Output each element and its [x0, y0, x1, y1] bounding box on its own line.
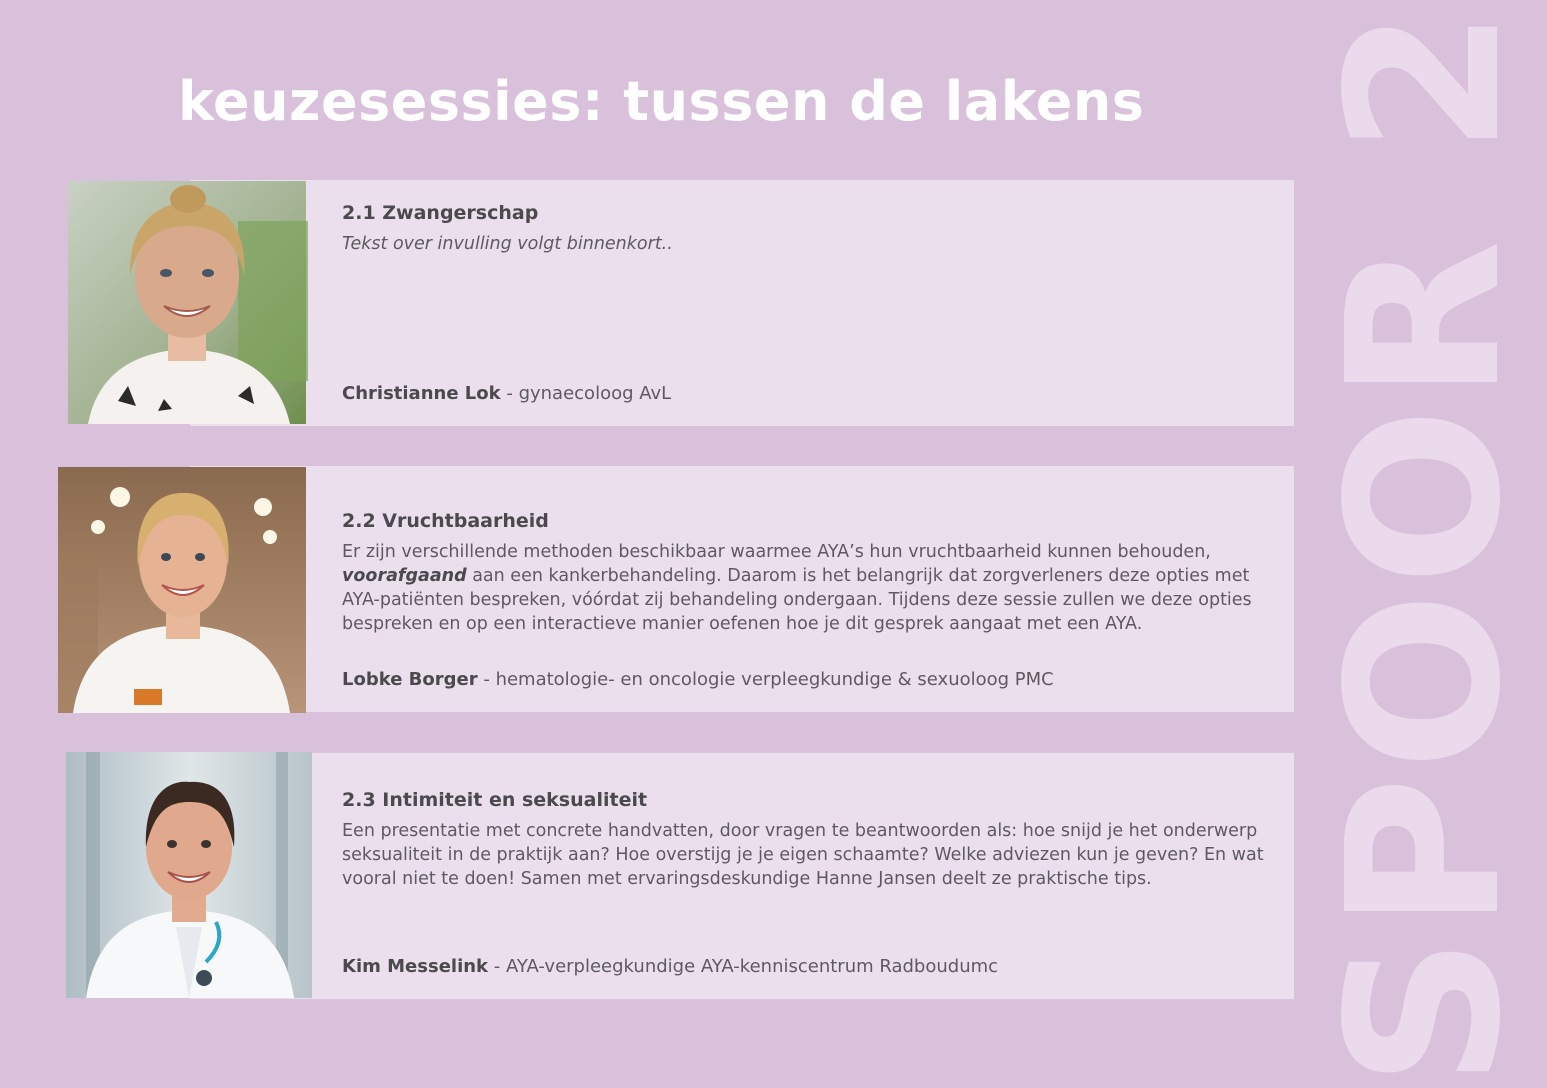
session-description: Tekst over invulling volgt binnenkort..: [342, 234, 673, 254]
speaker-name: Christianne Lok: [342, 383, 501, 404]
session-title: 2.3 Intimiteit en seksualiteit: [342, 789, 648, 811]
session-title: 2.1 Zwangerschap: [342, 202, 539, 224]
speaker-photo-christianne-lok: [68, 181, 306, 424]
track-label: SPOOR 2: [1302, 2, 1547, 1088]
session-content: [342, 789, 1274, 981]
session-speaker: [342, 383, 671, 404]
session-description: Een presentatie met concrete handvatten, door vragen te beantwoorden als: hoe snijd je het onderwerp seksualiteit in de praktijk aan? Hoe overstijg je je eigen schaamte? Welke adviezen kun je geven? En wat vooral niet te doen! Samen met ervaringsdeskundige Hanne Jansen deelt ze praktische tips.: [342, 821, 1264, 889]
session-speaker: [342, 669, 1054, 690]
session-card-2-2: [190, 466, 1294, 712]
page-title: keuzesessies: tussen de lakens: [178, 70, 1145, 133]
speaker-role: - AYA-verpleegkundige AYA-kenniscentrum Radboudumc: [488, 956, 999, 977]
session-card-2-1: [190, 180, 1294, 426]
session-content: [342, 202, 1274, 408]
session-card-2-3: [190, 753, 1294, 999]
session-content: [342, 510, 1274, 694]
session-speaker: [342, 956, 998, 977]
speaker-photo-kim-messelink: [66, 752, 312, 998]
speaker-role: - gynaecoloog AvL: [500, 383, 672, 404]
speaker-role: - hematologie- en oncologie verpleegkundige & sexuoloog PMC: [477, 669, 1054, 690]
session-title: 2.2 Vruchtbaarheid: [342, 510, 549, 532]
speaker-name: Kim Messelink: [342, 956, 489, 977]
session-description-emphasis: voorafgaand: [342, 566, 467, 586]
track-label-container: [1302, 0, 1547, 1088]
session-description: Er zijn verschillende methoden beschikbaar waarmee AYA’s hun vruchtbaarheid kunnen behouden, voorafgaand aan een kankerbehandeling. Daarom is het belangrijk dat zorgverleners deze opties met AYA-patiënten bespreken, vóórdat zij behandeling ondergaan. Tijdens deze sessie zullen we deze opties bespreken en op een interactieve manier oefenen hoe je dit gesprek aangaat met een AYA.: [342, 542, 1252, 634]
speaker-photo-lobke-borger: [58, 467, 306, 713]
speaker-name: Lobke Borger: [342, 669, 478, 690]
